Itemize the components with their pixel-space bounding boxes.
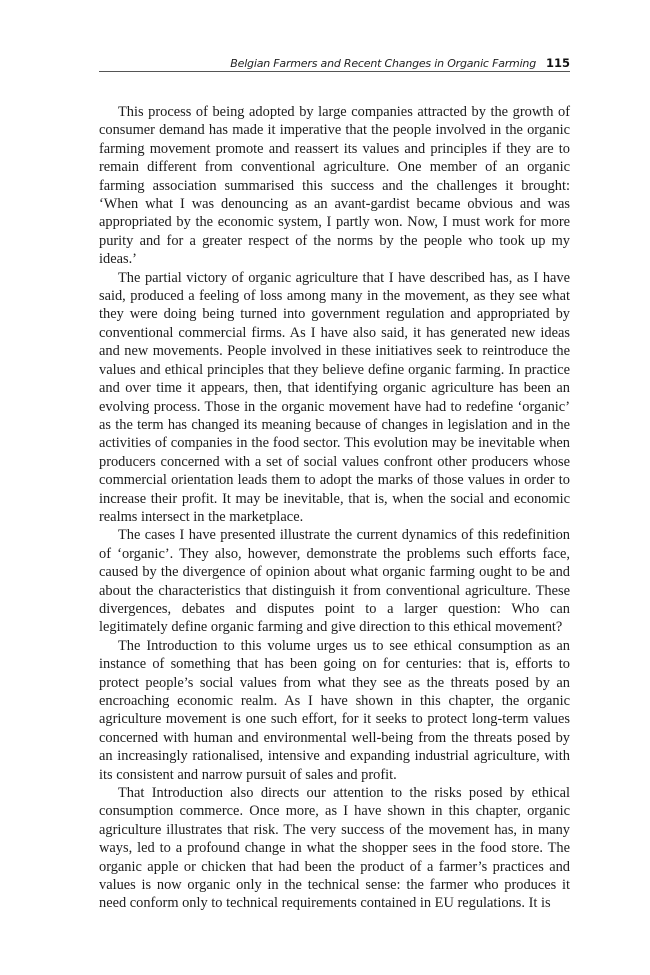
paragraph: This process of being adopted by large companies attracted by the growth of consumer demand has made it imperative that the people involved in the organic farming movement promote and reassert its values and principles if they are to remain different from conventional agriculture. One member of an organic farming association summarised this success and the challenges it brought: ‘When what I was denouncing as an avant-gardist became obvious and was appropriated by the economic system, I partly won. Now, I must work for more purity and for a greater respect of the norms by the people who took up my ideas.’ <box>99 104 570 268</box>
paragraph: That Introduction also directs our attention to the risks posed by ethical consumption commerce. Once more, as I have shown in this chapter, organic agriculture illustrates that risk. The very success of the movement has, in many ways, led to a profound change in what the shopper sees in the food store. The organic apple or chicken that had been the product of a farmer’s practices and values is now organic only in the technical sense: the farmer who produces it need conform only to technical requirements contained in EU regulations. It is <box>99 785 570 912</box>
header-rule <box>99 71 570 72</box>
body-text <box>99 103 570 913</box>
paragraph: The cases I have presented illustrate the current dynamics of this redefinition of ‘organic’. They also, however, demonstrate the problems such efforts face, caused by the divergence of opinion about what organic farming ought to be and about the characteristics that distinguish it from conventional agriculture. These divergences, debates and disputes point to a larger question: Who can legitimately define organic farming and give direction to this ethical movement? <box>99 527 570 636</box>
paragraph: The Introduction to this volume urges us to see ethical consumption as an instance of something that has been going on for centuries: that is, efforts to protect people’s social values from what they see as the threats posed by an encroaching economic realm. As I have shown in this chapter, the organic agriculture movement is one such effort, for it seeks to protect long-term values concerned with human and environmental well-being from the threats posed by an increasingly rationalised, intensive and expanding industrial agriculture, with its consistent and narrow pursuit of sales and profit. <box>99 637 570 783</box>
running-title: Belgian Farmers and Recent Changes in Organic Farming <box>230 57 536 70</box>
page-number: 115 <box>545 56 570 70</box>
running-header <box>100 52 570 68</box>
paragraph: The partial victory of organic agriculture that I have described has, as I have said, produced a feeling of loss among many in the movement, as they see what they were doing being turned into government regulation and appropriated by conventional commercial firms. As I have also said, it has generated new ideas and new movements. People involved in these initiatives seek to reintroduce the values and ethical principles that they believe define organic farming. In practice and over time it appears, then, that identifying organic agriculture has been an evolving process. Those in the organic movement have had to redefine ‘organic’ as the term has changed its meaning because of changes in legislation and in the activities of companies in the food sector. This evolution may be inevitable when producers concerned with a set of social values confront other producers whose commercial orientation leads them to adopt the marks of those values in order to increase their profit. It may be inevitable, that is, when the social and economic realms intersect in the marketplace. <box>99 269 570 525</box>
